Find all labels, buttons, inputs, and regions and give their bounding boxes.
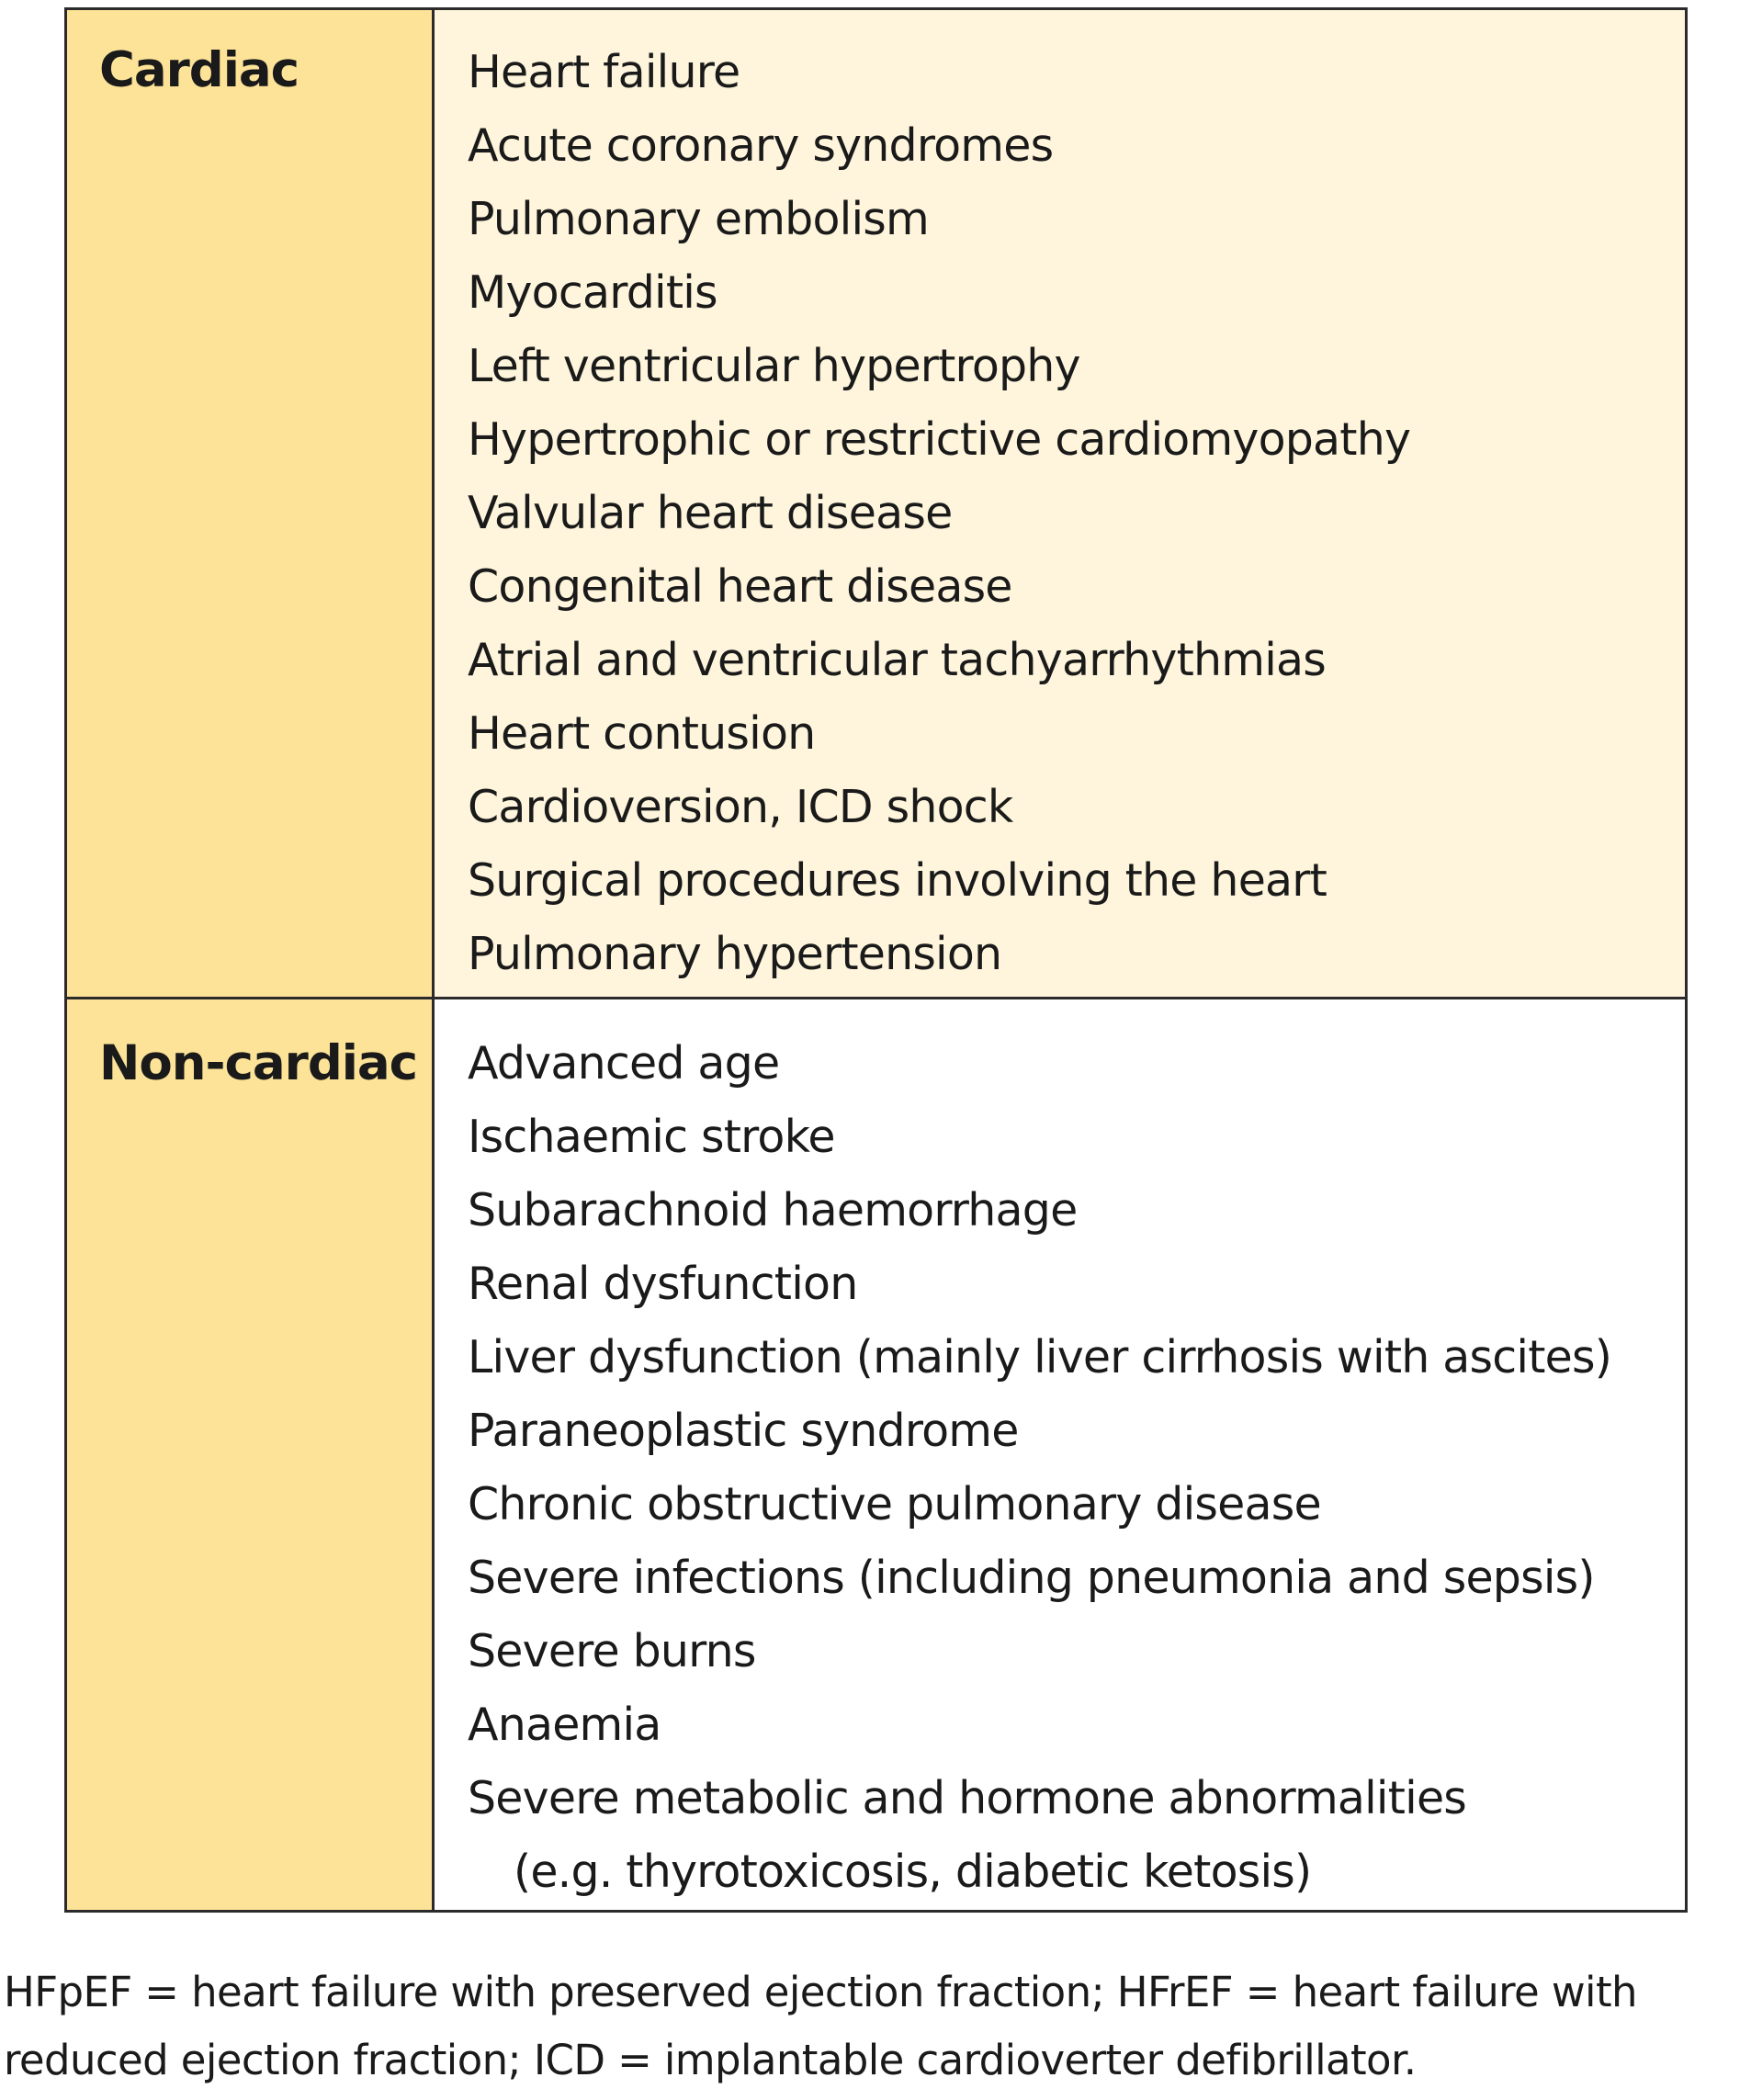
section-cardiac (67, 10, 1685, 999)
section-label-cell (67, 999, 435, 1910)
footnote-line: HFpEF = heart failure with preserved ejection fraction; HFrEF = heart failure with (4, 1968, 1637, 2016)
list-item: Cardioversion, ICD shock (468, 781, 1013, 833)
list-item: Surgical procedures involving the heart (468, 854, 1327, 907)
list-item: Advanced age (468, 1037, 780, 1090)
footnote-line: reduced ejection fraction; ICD = implantable cardioverter defibrillator. (4, 2036, 1417, 2084)
list-item: Heart failure (468, 46, 740, 98)
list-item: Renal dysfunction (468, 1258, 858, 1310)
list-item: Severe burns (468, 1625, 756, 1677)
section-items-cell (435, 10, 1685, 997)
list-item: Congenital heart disease (468, 560, 1012, 613)
list-item: Pulmonary embolism (468, 193, 929, 245)
cause-list (468, 1027, 1666, 1909)
list-item: Myocarditis (468, 266, 717, 319)
cause-list (468, 36, 1666, 991)
list-item: Subarachnoid haemorrhage (468, 1184, 1078, 1236)
list-item: Atrial and ventricular tachyarrhythmias (468, 634, 1326, 686)
list-item: Left ventricular hypertrophy (468, 340, 1080, 392)
list-item: Paraneoplastic syndrome (468, 1405, 1019, 1457)
section-non-cardiac (67, 999, 1685, 1910)
section-label-cell (67, 10, 435, 997)
list-item: Severe metabolic and hormone abnormalities (468, 1772, 1467, 1824)
list-item: Liver dysfunction (mainly liver cirrhosis with ascites) (468, 1331, 1612, 1383)
list-item: Ischaemic stroke (468, 1111, 835, 1163)
list-item: Chronic obstructive pulmonary disease (468, 1478, 1321, 1530)
footnote (4, 1959, 1749, 2094)
list-item: Anaemia (468, 1699, 661, 1751)
section-items-cell (435, 999, 1685, 1910)
list-item: Severe infections (including pneumonia and sepsis) (468, 1552, 1595, 1604)
section-label: Cardiac (99, 42, 299, 98)
causes-table (64, 7, 1688, 1913)
list-item: Pulmonary hypertension (468, 928, 1002, 980)
list-item-continuation: (e.g. thyrotoxicosis, diabetic ketosis) (514, 1846, 1312, 1898)
list-item: Valvular heart disease (468, 487, 953, 539)
list-item: Heart contusion (468, 707, 816, 760)
list-item: Hypertrophic or restrictive cardiomyopathy (468, 413, 1411, 466)
section-label: Non-cardiac (99, 1035, 418, 1091)
list-item: Acute coronary syndromes (468, 119, 1054, 172)
